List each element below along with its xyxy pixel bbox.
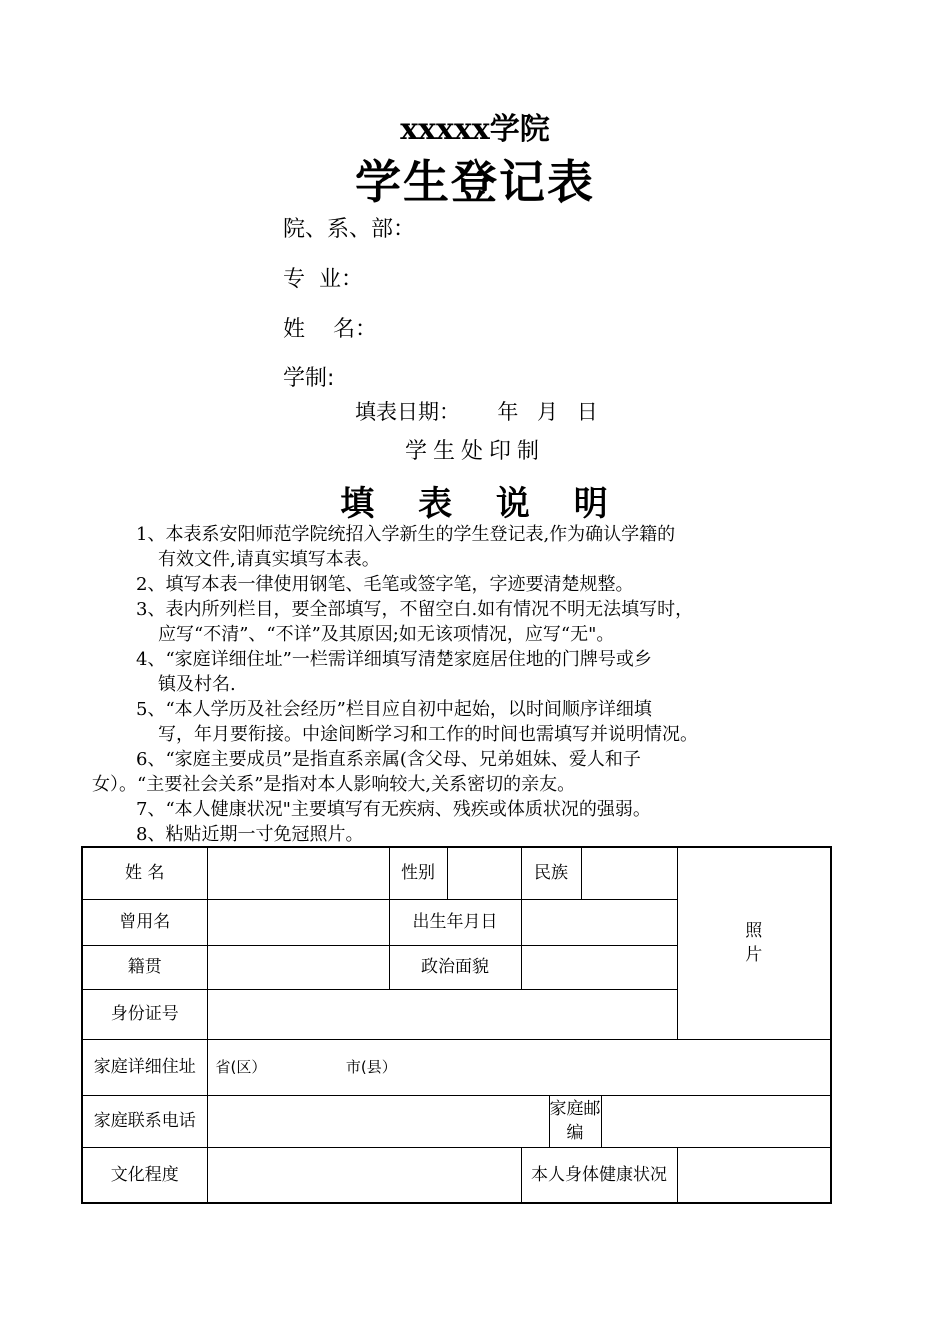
native-place-cell[interactable] (207, 945, 389, 989)
gender-label: 性别 (389, 847, 447, 899)
fill-date-line: 填表日期： 年 月 日 (355, 400, 598, 424)
instruction-line: 镇及村名. (158, 674, 236, 695)
instruction-line: 8、粘贴近期一寸免冠照片。 (136, 824, 364, 845)
ethnicity-cell[interactable] (581, 847, 677, 899)
home-phone-label: 家庭联系电话 (82, 1095, 207, 1147)
id-number-label: 身份证号 (82, 989, 207, 1039)
instruction-item (92, 647, 832, 697)
instruction-line: 6、“家庭主要成员”是指直系亲属(含父母、兄弟姐妹、爱人和子 (136, 749, 641, 770)
instructions-list (92, 522, 832, 847)
instruction-line: 7、“本人健康状况"主要填写有无疾病、残疾或体质状况的强弱。 (136, 799, 651, 820)
political-status-cell[interactable] (521, 945, 677, 989)
postcode-cell[interactable] (601, 1095, 831, 1147)
political-status-label: 政治面貌 (389, 945, 521, 989)
id-number-cell[interactable] (207, 989, 677, 1039)
education-label: 文化程度 (82, 1147, 207, 1203)
instruction-item (92, 597, 832, 647)
province-label: 省(区） (215, 1058, 267, 1076)
health-cell[interactable] (677, 1147, 831, 1203)
education-cell[interactable] (207, 1147, 521, 1203)
instruction-line: 2、填写本表一律使用钢笔、毛笔或签字笔，字迹要清楚规整。 (136, 574, 634, 595)
instruction-item (92, 797, 832, 822)
name-cell[interactable] (207, 847, 389, 899)
health-label: 本人身体健康状况 (521, 1147, 677, 1203)
home-address-label: 家庭详细住址 (82, 1039, 207, 1095)
instruction-item (92, 747, 832, 797)
postcode-label: 家庭邮编 (549, 1095, 601, 1147)
instruction-line: 女）。“主要社会关系”是指对本人影响较大,关系密切的亲友。 (92, 774, 576, 795)
instruction-line: 应写“不清”、“不详”及其原因;如无该项情况，应写“无"。 (158, 624, 615, 645)
instruction-line: 3、表内所列栏目，要全部填写，不留空白.如有情况不明无法填写时， (136, 599, 694, 620)
page-title: 学生登记表 (355, 155, 595, 209)
printer-label: 学生处印制 (404, 439, 545, 464)
student-registration-table (81, 846, 832, 1204)
instruction-item (92, 572, 832, 597)
schooling-years-field-label: 学制: (283, 366, 335, 391)
ethnicity-label: 民族 (521, 847, 581, 899)
major-field-label: 专 业： (283, 267, 363, 292)
home-phone-cell[interactable] (207, 1095, 549, 1147)
instruction-line: 4、“家庭详细住址”一栏需详细填写清楚家庭居住地的门牌号或乡 (136, 649, 652, 670)
gender-cell[interactable] (447, 847, 521, 899)
instruction-line: 写，年月要衔接。中途间断学习和工作的时间也需填写并说明情况。 (158, 724, 698, 745)
city-label: 市(县） (345, 1058, 397, 1076)
birth-date-cell[interactable] (521, 899, 677, 945)
name-field-label: 姓 名： (283, 317, 377, 342)
former-name-label: 曾用名 (82, 899, 207, 945)
birth-date-label: 出生年月日 (389, 899, 521, 945)
instruction-item (92, 822, 832, 847)
native-place-label: 籍贯 (82, 945, 207, 989)
instruction-line: 1、本表系安阳师范学院统招入学新生的学生登记表,作为确认学籍的 (136, 524, 676, 545)
photo-label: 照片 (745, 921, 763, 966)
home-address-cell[interactable] (207, 1039, 831, 1095)
instruction-item (92, 697, 832, 747)
instruction-item (92, 522, 832, 572)
instruction-line: 5、“本人学历及社会经历”栏目应自初中起始，以时间顺序详细填 (136, 699, 652, 720)
instruction-line: 有效文件,请真实填写本表。 (158, 549, 380, 570)
instructions-title: 填 表 说 明 (340, 484, 610, 524)
school-name: xxxxx学院 (400, 112, 550, 147)
photo-cell[interactable] (677, 847, 831, 1039)
name-label: 姓 名 (82, 847, 207, 899)
department-field-label: 院、系、部： (283, 217, 416, 242)
former-name-cell[interactable] (207, 899, 389, 945)
